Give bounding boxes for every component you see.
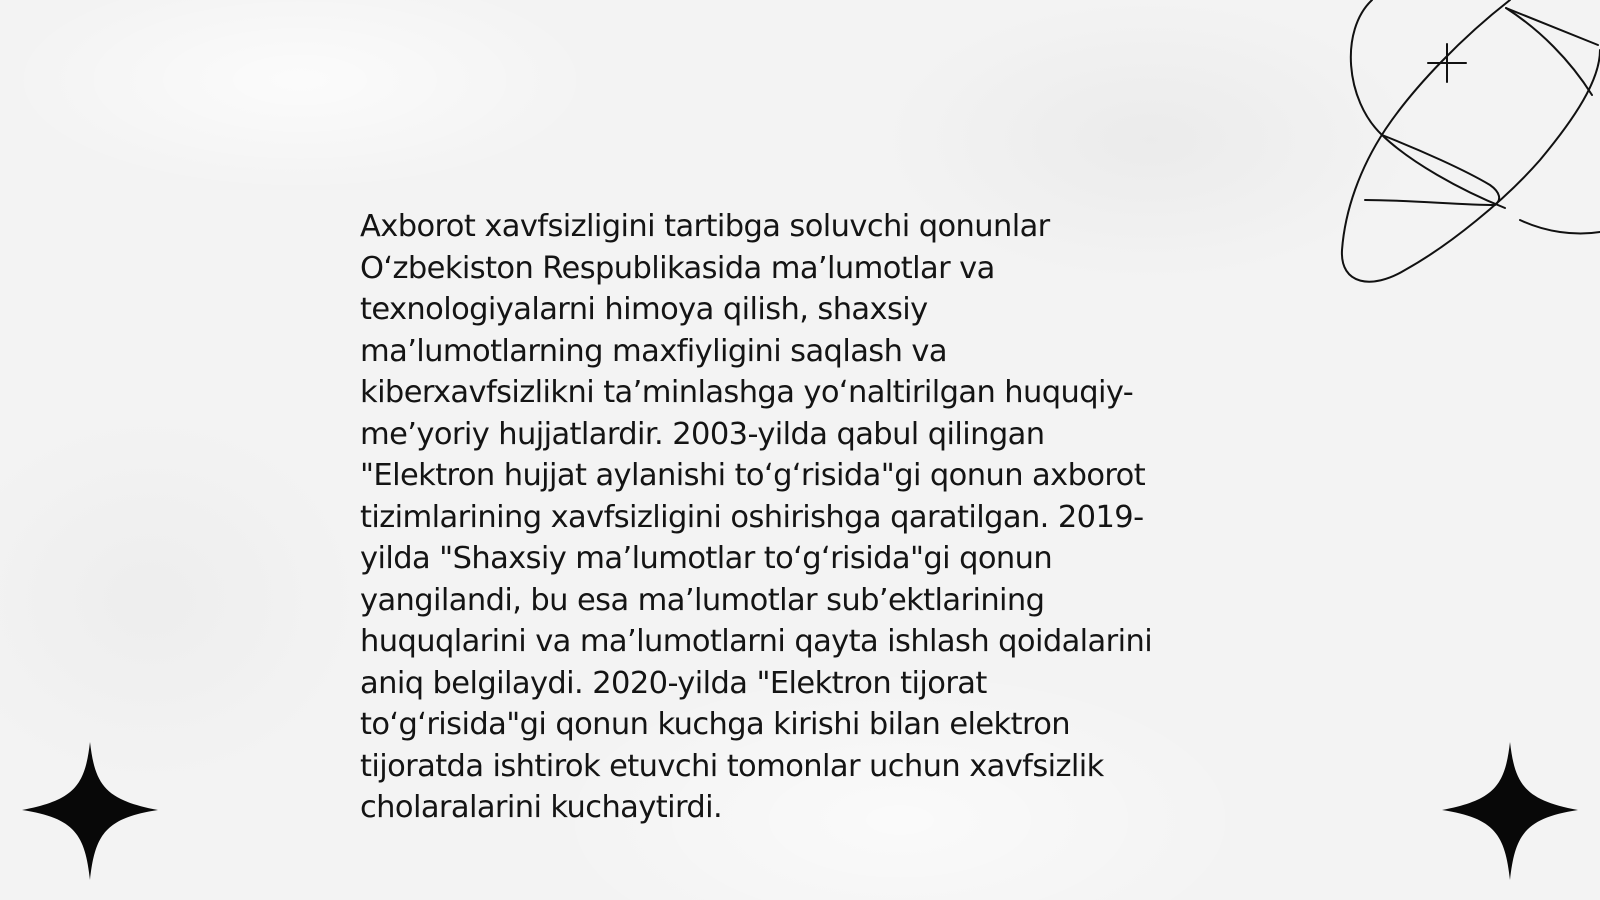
- slide-paragraph: Axborot xavfsizligini tartibga soluvchi qonunlar O‘zbekiston Respublikasida ma’lumotlar va texnologiyalarni himoya qilish, shaxsiy ma’lumotlarning maxfiyligini saqlash va kiberxavfsizlikni ta’minlashga yo‘naltirilgan huquqiy- me’yoriy hujjatlardir. 2003-yilda qabul qilingan "Elektron hujjat aylanishi to‘g‘risida"gi qonun axborot tizimlarining xavfsizligini oshirishga qaratilgan. 2019- yilda "Shaxsiy ma’lumotlar to‘g‘risida"gi qonun yangilandi, bu esa ma’lumotlar sub’ektlarining huquqlarini va ma’lumotlarni qayta ishlash qoidalarini aniq belgilaydi. 2020-yilda "Elektron tijorat to‘g‘risida"gi qonun kuchga kirishi bilan elektron tijoratda ishtirok etuvchi tomonlar uchun xavfsizlik cholaralarini kuchaytirdi.: [360, 209, 1153, 825]
